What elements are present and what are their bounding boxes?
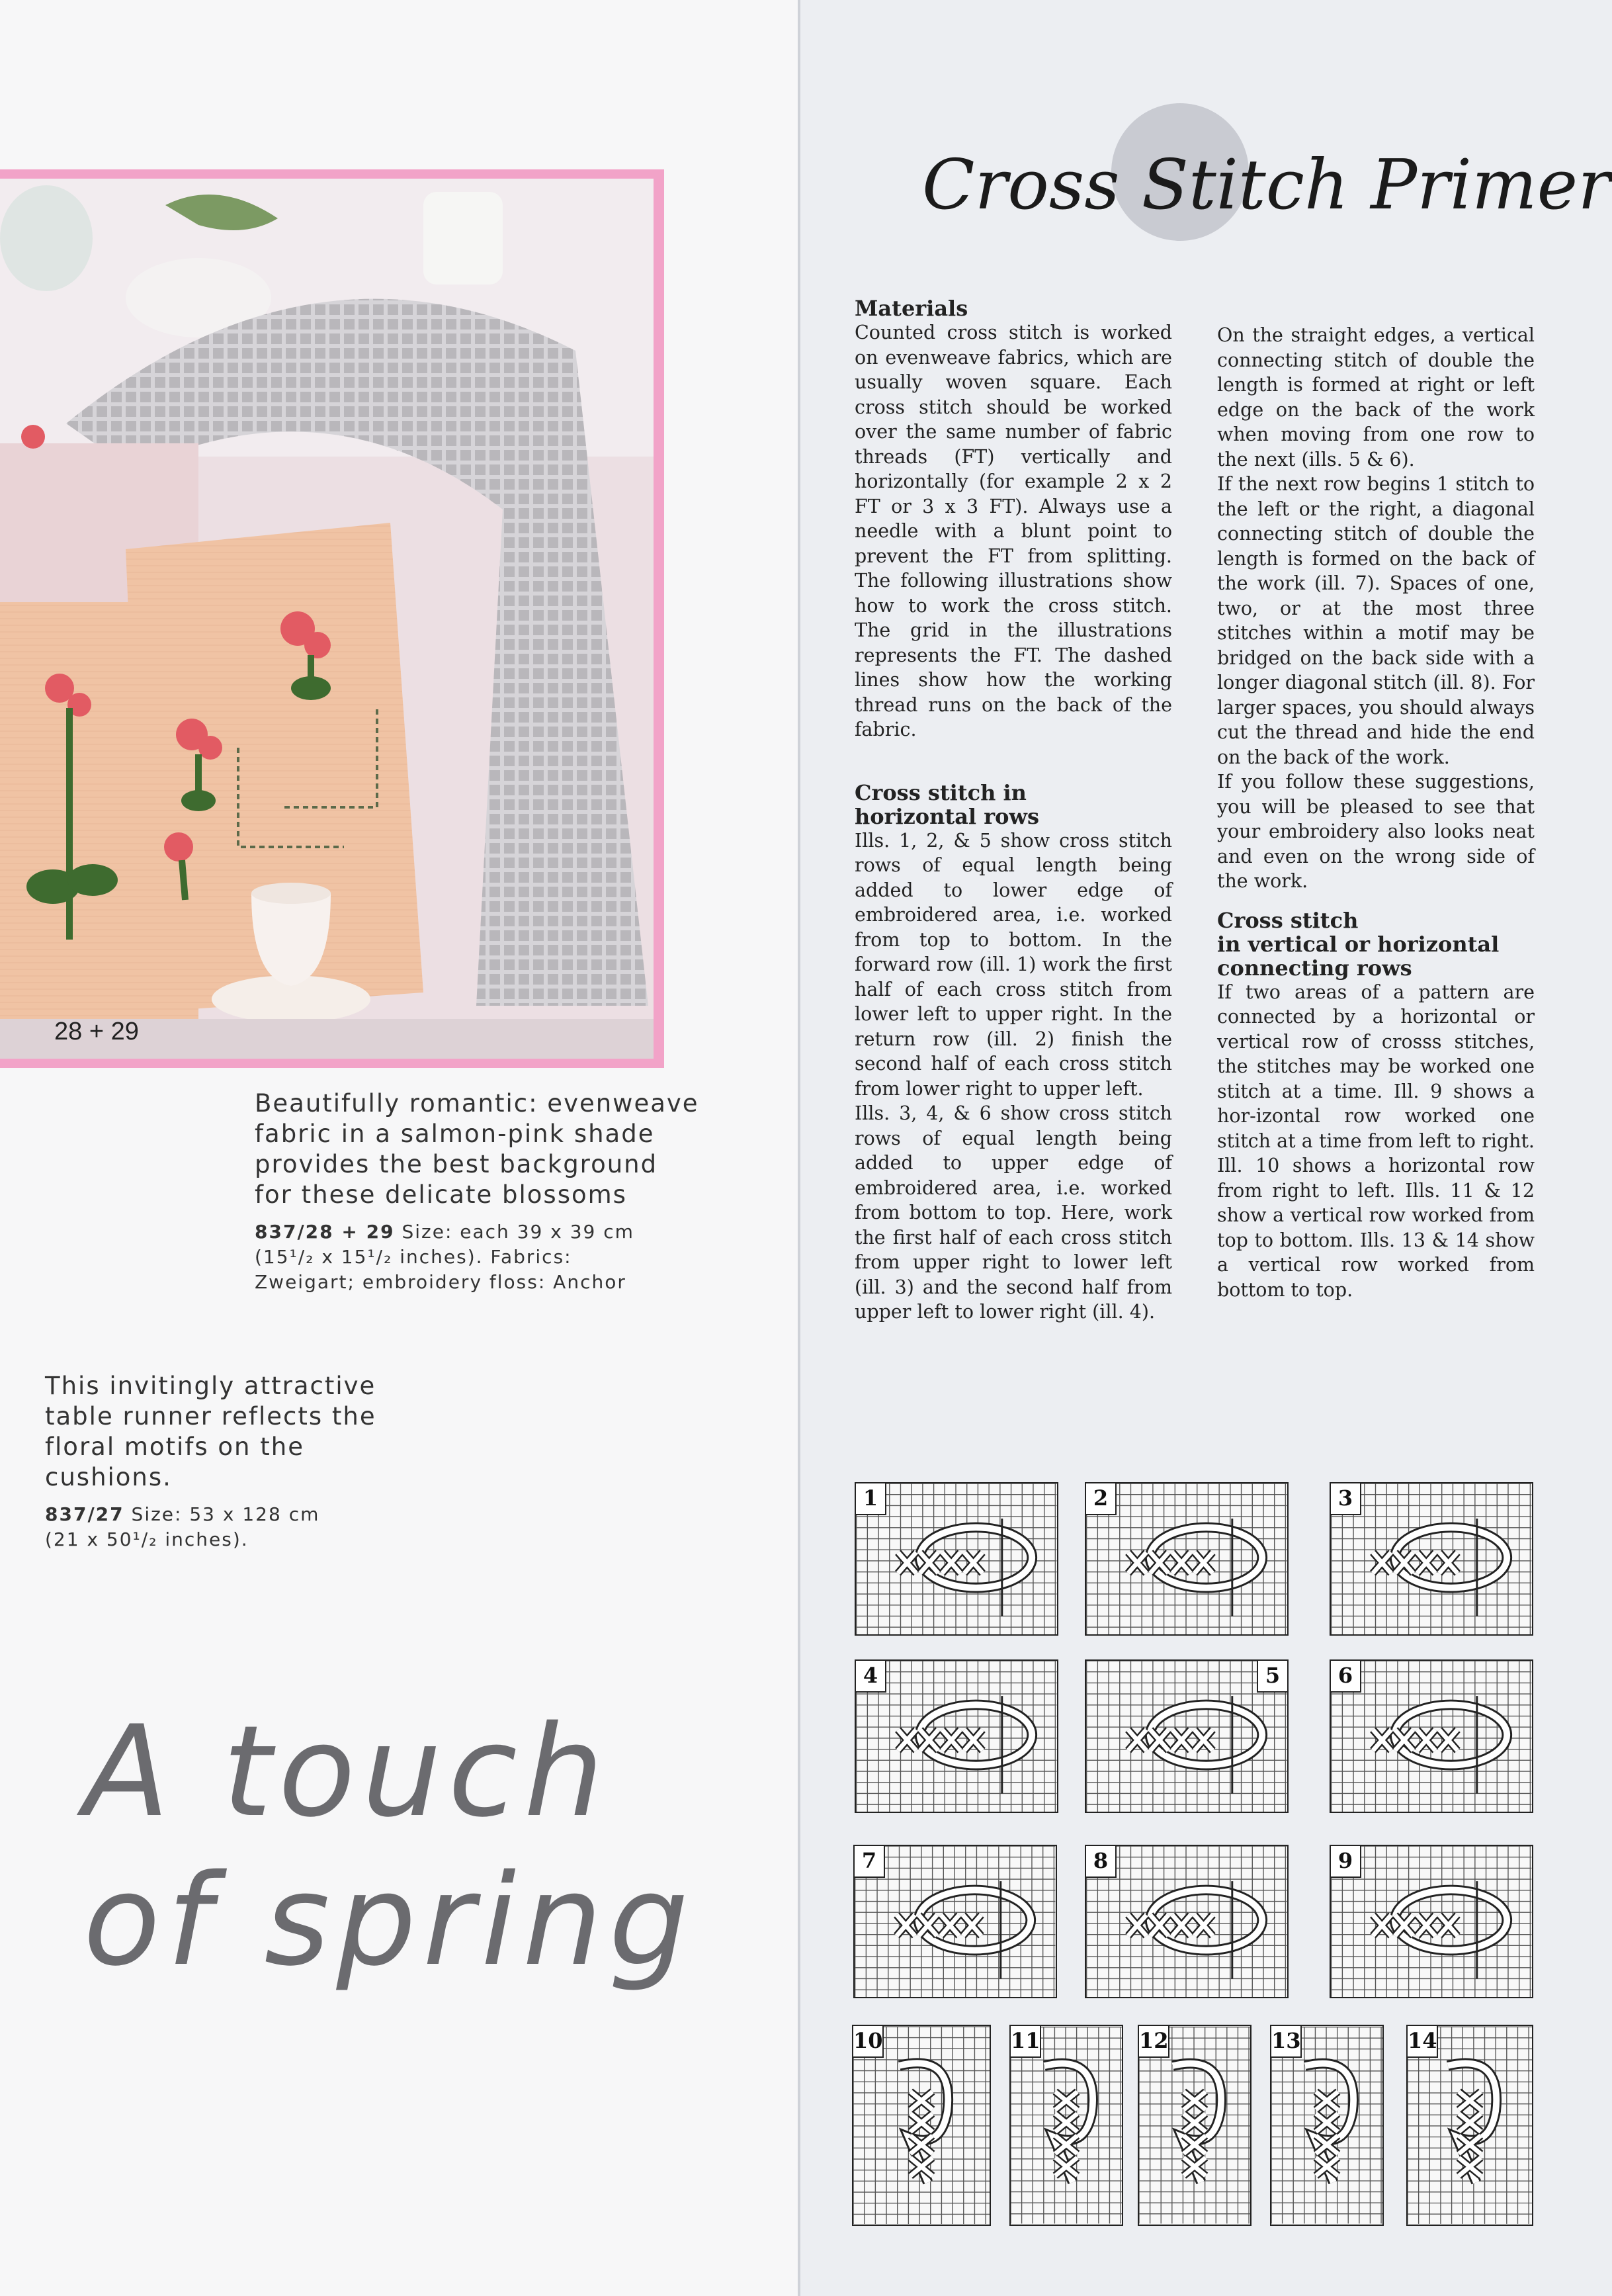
illustration-number: 1 bbox=[856, 1483, 886, 1515]
illustration-number: 3 bbox=[1331, 1483, 1361, 1515]
text-column-left bbox=[855, 296, 1172, 1325]
horizontal-text: Ills. 1, 2, & 5 show cross stitch rows of equal length being added to lower edge of embroidered area, i.e. worked from top to bottom. In the forward row (ill. 1) work the first half of each cross stitch from lower left to upper right. In the return row (ill. 2) finish the second half of each cross stitch from lower right to upper left. bbox=[855, 829, 1172, 1100]
stitch-illustration bbox=[852, 2025, 991, 2226]
runner-caption bbox=[45, 1371, 376, 1552]
runner-size: Size: 53 x 128 cm bbox=[124, 1503, 320, 1525]
headline-line: of spring bbox=[83, 1847, 696, 1994]
edges-text: On the straight edges, a vertical connecting stitch of double the length is formed at right or left edge on the back of the work when moving from one row to the next (ills. 5 & 6). bbox=[1217, 324, 1535, 470]
illustration-number: 11 bbox=[1011, 2026, 1041, 2058]
illustration-number: 13 bbox=[1271, 2026, 1302, 2058]
runner-caption-line: floral motifs on the bbox=[45, 1433, 304, 1461]
vertical-heading: Cross stitch in vertical or horizontal connecting rows bbox=[1217, 907, 1500, 981]
illustration-number: 7 bbox=[855, 1846, 885, 1878]
cushion-caption-line: provides the best background bbox=[255, 1150, 658, 1178]
illustration-number: 9 bbox=[1331, 1846, 1361, 1878]
cushion-caption-line: Beautifully romantic: evenweave bbox=[255, 1089, 699, 1118]
stitch-illustration bbox=[1138, 2025, 1251, 2226]
cushion-size: Size: each 39 x 39 cm bbox=[394, 1221, 634, 1243]
stitch-illustration bbox=[1085, 1482, 1289, 1636]
stitch-illustration bbox=[855, 1482, 1058, 1636]
cushion-spec-line: Zweigart; embroidery floss: Anchor bbox=[255, 1271, 626, 1293]
horizontal-heading: Cross stitch in horizontal rows bbox=[855, 779, 1039, 829]
runner-product-code: 837/27 bbox=[45, 1503, 124, 1525]
illustration-number: 2 bbox=[1086, 1483, 1117, 1515]
illustration-number: 5 bbox=[1257, 1661, 1287, 1693]
illustration-number: 8 bbox=[1086, 1846, 1117, 1878]
cushion-spec-line: (15¹/₂ x 15¹/₂ inches). Fabrics: bbox=[255, 1246, 572, 1268]
stitch-illustration bbox=[1406, 2025, 1533, 2226]
edges-text: If you follow these suggestions, you will be pleased to see that your embroidery also looks neat and even on the wrong side of the work. bbox=[1217, 771, 1535, 892]
stitch-illustration bbox=[1330, 1482, 1533, 1636]
stitch-illustration bbox=[853, 1845, 1057, 1998]
illustration-number: 12 bbox=[1139, 2026, 1169, 2058]
materials-text: Counted cross stitch is worked on evenweave fabrics, which are usually woven square. Each cross stitch should be worked over the same number of fabric threads (FT) vertically and horizontally (for example 2 x 2 FT or 3 x 3 FT). Always use a needle with a blunt point to prevent the FT from splitting. The following illustrations show how to work the cross stitch. The grid in the illustrations represents the FT. The dashed lines show how the working thread runs on the back of the fabric. bbox=[855, 322, 1172, 740]
cushion-product-code: 837/28 + 29 bbox=[255, 1221, 395, 1243]
cushion-photo-image bbox=[0, 179, 654, 1059]
photo-item-label: 28 + 29 bbox=[54, 1018, 139, 1045]
stitch-illustration bbox=[855, 1659, 1058, 1813]
runner-spec bbox=[45, 1502, 376, 1552]
illustration-number: 14 bbox=[1408, 2026, 1438, 2058]
runner-caption-line: cushions. bbox=[45, 1463, 172, 1491]
illustration-number: 10 bbox=[853, 2026, 884, 2058]
materials-heading: Materials bbox=[855, 296, 968, 321]
stitch-illustration bbox=[1009, 2025, 1123, 2226]
runner-caption-line: table runner reflects the bbox=[45, 1402, 376, 1431]
photo-frame bbox=[0, 169, 664, 1068]
primer-title: Cross Stitch Primer bbox=[922, 144, 1611, 225]
page-gutter bbox=[798, 0, 800, 2296]
edges-text: If the next row begins 1 stitch to the left or the right, a diagonal connecting stitch of double the length is formed on the back of the work (ill. 7). Spaces of one, two, or at the most three stitches within a motif may be bridged on the back side with a longer diagonal stitch (ill. 8). For larger spaces, you should always cut the thread and hide the end on the back of the work. bbox=[1217, 473, 1535, 768]
cushion-photo bbox=[0, 179, 654, 1059]
stitch-illustration bbox=[1330, 1659, 1533, 1813]
headline-line: A touch bbox=[83, 1699, 611, 1845]
illustration-number: 6 bbox=[1331, 1661, 1361, 1693]
cushion-spec bbox=[255, 1219, 699, 1295]
runner-spec-line: (21 x 50¹/₂ inches). bbox=[45, 1528, 249, 1550]
stitch-illustration bbox=[1270, 2025, 1384, 2226]
vertical-text: If two areas of a pattern are connected by a horizontal or vertical row of crosss stitches, the stitches may be worked one stitch at a time. Ill. 9 shows a hor-izontal row worked one stitch at a time from left to right. Ill. 10 shows a horizontal row from right to left. Ills. 11 & 12 show a vertical row worked from top to bottom. Ills. 13 & 14 show a vertical row worked from bottom to top. bbox=[1217, 981, 1535, 1301]
stitch-illustration bbox=[1085, 1845, 1289, 1998]
headline bbox=[83, 1697, 695, 1995]
stitch-illustration bbox=[1085, 1659, 1289, 1813]
text-column-right bbox=[1217, 323, 1535, 1302]
cushion-caption-line: fabric in a salmon-pink shade bbox=[255, 1120, 655, 1148]
cushion-caption-line: for these delicate blossoms bbox=[255, 1180, 627, 1209]
cushion-caption bbox=[255, 1088, 699, 1295]
horizontal-text: Ills. 3, 4, & 6 show cross stitch rows of equal length being added to upper edge of embroidered area, i.e. worked from bottom to top. Here, work the first half of each cross stitch from upper right to lower left (ill. 3) and the second half from upper left to lower right (ill. 4). bbox=[855, 1102, 1172, 1323]
runner-caption-line: This invitingly attractive bbox=[45, 1372, 376, 1400]
illustration-number: 4 bbox=[856, 1661, 886, 1693]
stitch-illustration bbox=[1330, 1845, 1533, 1998]
